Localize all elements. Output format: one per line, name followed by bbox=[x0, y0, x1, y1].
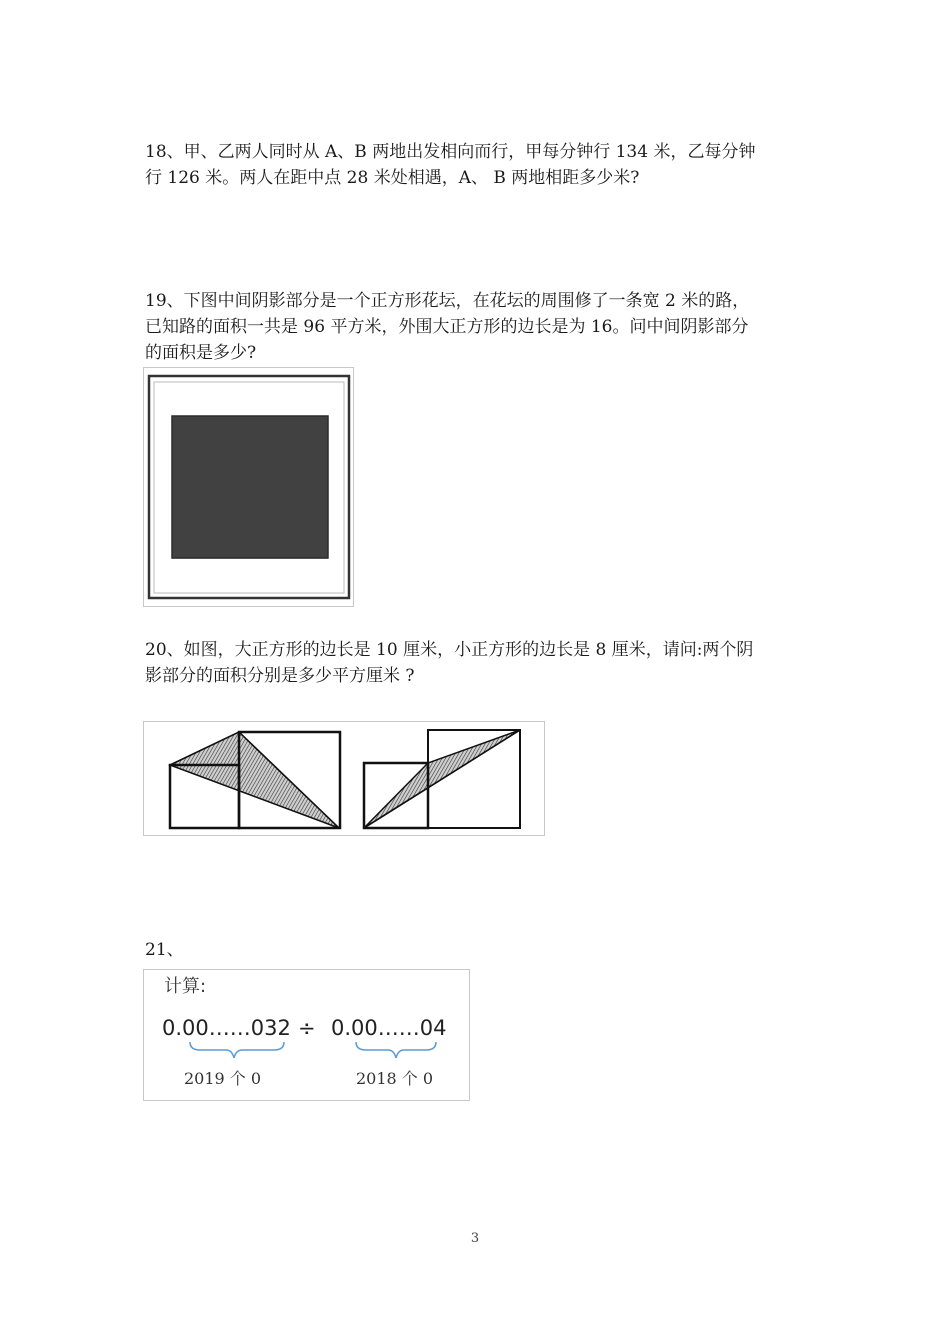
calculation-title: 计算: bbox=[164, 976, 207, 997]
question-18-line-2: 行 126 米。两人在距中点 28 米处相遇，A、 B 两地相距多少米? bbox=[145, 168, 640, 188]
shaded-flower-bed bbox=[172, 416, 328, 558]
left-zero-count: 2019 个 0 bbox=[184, 1069, 262, 1088]
question-21 bbox=[145, 937, 810, 963]
question-18 bbox=[145, 139, 810, 191]
squares-diagram bbox=[144, 722, 544, 835]
question-20-line-2: 影部分的面积分别是多少平方厘米 ? bbox=[145, 666, 415, 686]
flower-bed-diagram bbox=[144, 368, 353, 606]
flower-bed-figure bbox=[143, 367, 354, 607]
question-20 bbox=[145, 637, 810, 689]
page-number: 3 bbox=[470, 1231, 480, 1246]
right-squares-diagram bbox=[364, 730, 520, 828]
question-19-line-3: 的面积是多少? bbox=[145, 343, 257, 363]
squares-figure bbox=[143, 721, 545, 836]
left-number: 0.00……032 bbox=[162, 1016, 291, 1040]
left-brace bbox=[190, 1042, 284, 1058]
question-19-line-2: 已知路的面积一共是 96 平方米，外围大正方形的边长是为 16。问中间阴影部分 bbox=[145, 317, 749, 337]
question-21-label: 21、 bbox=[145, 940, 184, 960]
calculation-figure bbox=[143, 969, 470, 1101]
right-number: 0.00……04 bbox=[331, 1016, 447, 1040]
division-sign: ÷ bbox=[298, 1016, 316, 1040]
left-squares-diagram bbox=[170, 732, 340, 828]
right-zero-count: 2018 个 0 bbox=[356, 1069, 434, 1088]
question-18-line-1: 18、甲、乙两人同时从 A、B 两地出发相向而行，甲每分钟行 134 米，乙每分钟 bbox=[145, 142, 756, 162]
question-20-line-1: 20、如图，大正方形的边长是 10 厘米，小正方形的边长是 8 厘米，请问:两个阴 bbox=[145, 640, 754, 660]
question-19-line-1: 19、下图中间阴影部分是一个正方形花坛，在花坛的周围修了一条宽 2 米的路， bbox=[145, 291, 750, 311]
right-brace bbox=[356, 1042, 436, 1058]
question-19 bbox=[145, 288, 810, 366]
